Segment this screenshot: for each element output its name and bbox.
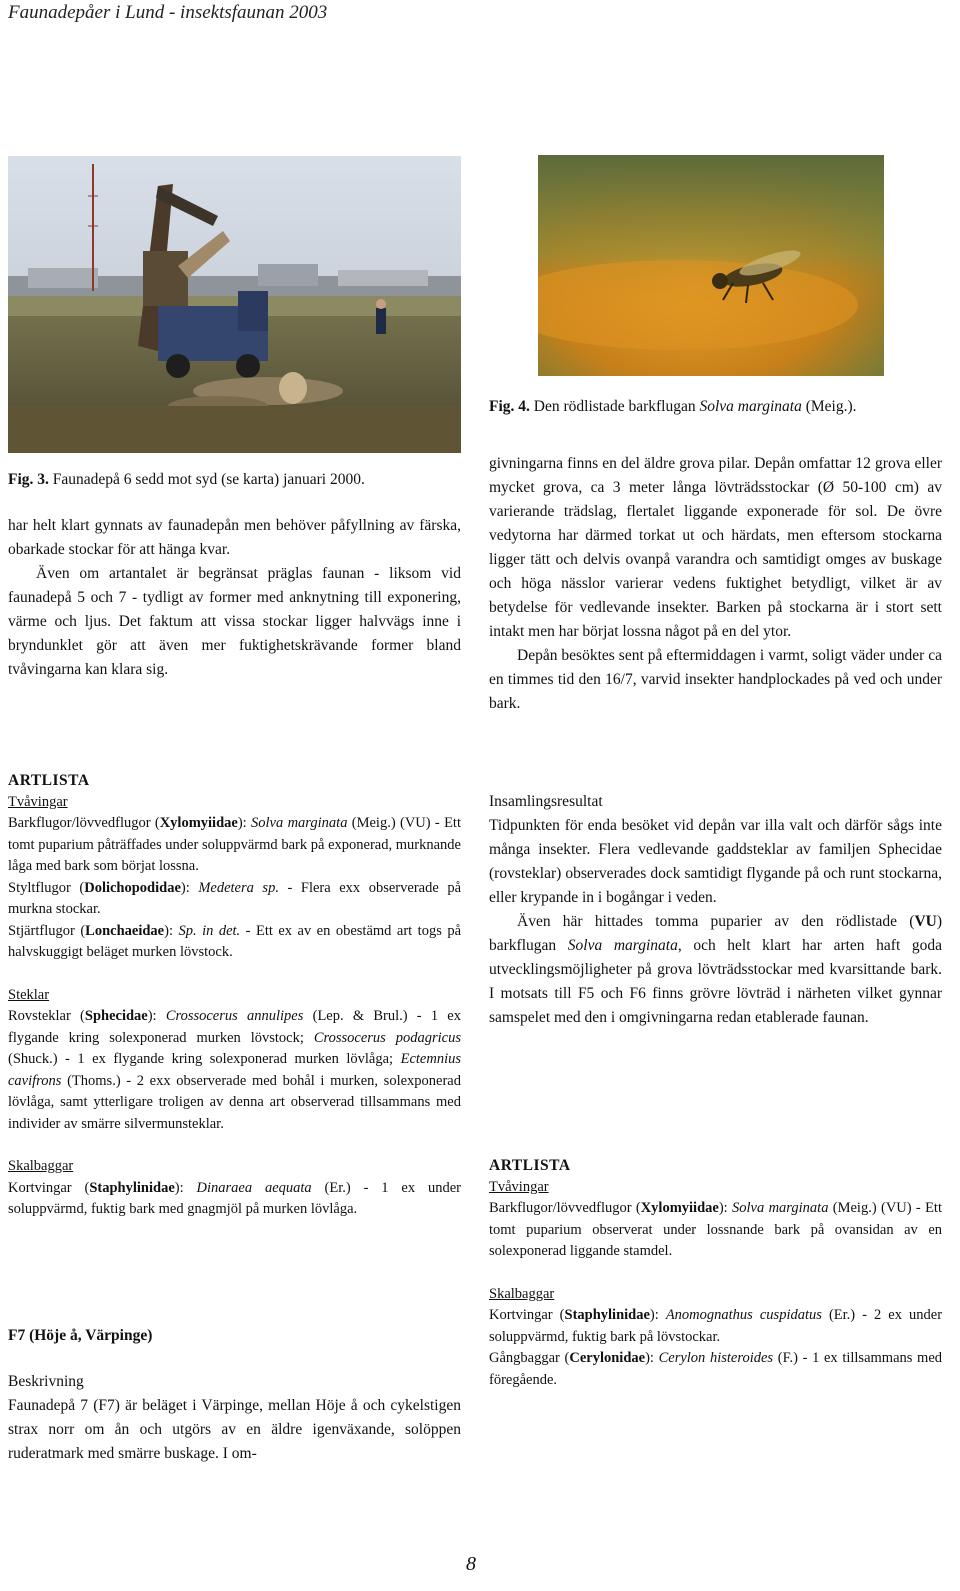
results-section bbox=[489, 790, 942, 1030]
fig3-label: Fig. 3. bbox=[8, 471, 49, 488]
page-number: 8 bbox=[466, 1553, 476, 1575]
results-paragraph-1: Tidpunkten för enda besöket vid depån var illa valt och därför sågs inte många insekter. Flera vedlevande gaddsteklar av familjen Sphecidae (rovsteklar) observerades dock samtidigt flygande på och runt stockarna, eller krypande in i bogångar i veden. bbox=[489, 817, 942, 906]
fig4-label: Fig. 4. bbox=[489, 398, 530, 415]
truck-log-pile-image bbox=[8, 156, 461, 453]
section-heading: Tvåvingar bbox=[8, 793, 68, 810]
running-header: Faunadepåer i Lund - insektsfaunan 2003 bbox=[8, 2, 328, 23]
results-paragraph-2: Även här hittades tomma puparier av den rödlistade (VU) barkflugan Solva marginata, och helt klart har arten haft goda utvecklingsmöjligheter på grova lövträdsstockar med kvarsittande bark. I motsats till F5 och F6 finns grövre lövträd i närheten vilket gynnar samspelet med den i omgivningarna redan etablerade faunan. bbox=[489, 913, 943, 1026]
section-tvavingar bbox=[489, 1177, 942, 1263]
fig3-caption bbox=[8, 471, 365, 489]
section-heading: Skalbaggar bbox=[489, 1285, 555, 1302]
fig4-text: Den rödlistade barkflugan bbox=[533, 398, 696, 415]
results-heading: Insamlingsresultat bbox=[489, 793, 603, 810]
section-heading: Tvåvingar bbox=[489, 1178, 549, 1195]
right-body-text bbox=[489, 452, 942, 716]
artlist-left-title: ARTLISTA bbox=[8, 772, 90, 789]
left-paragraph-2: Även om artantalet är begränsat präglas faunan - liksom vid faunadepå 5 och 7 - tydligt av former med anknytning till exponering, värme och ljus. Det faktum att vissa stockar ligger halvvägs inne i bryndunklet gör att även mer fuktighetskrävande former bland tvåvingarna kan klara sig. bbox=[8, 565, 461, 678]
section-heading: Steklar bbox=[8, 986, 50, 1003]
species-entry: Barkflugor/lövvedflugor (Xylomyiidae): Solva marginata (Meig.) (VU) - Ett tomt puparium observerat under lossnande bark på ovansidan av en solexponerad liggande stamdel. bbox=[489, 1200, 942, 1259]
species-entry: Kortvingar (Staphylinidae): Dinaraea aequata (Er.) - 1 ex under soluppvärmd, fuktig bark med gnagmjöl på murken lövlåga. bbox=[8, 1179, 461, 1217]
artlist-right bbox=[489, 1155, 942, 1391]
f7-section bbox=[8, 1324, 461, 1466]
species-entry: Styltflugor (Dolichopodidae): Medetera sp. - Flera exx observerade på murkna stockar. bbox=[8, 879, 462, 917]
fig3-text: Faunadepå 6 sedd mot syd (se karta) januari 2000. bbox=[52, 471, 365, 488]
species-entry: Gångbaggar (Cerylonidae): Cerylon histeroides (F.) - 1 ex tillsammans med föregående. bbox=[489, 1350, 943, 1388]
section-skalbaggar bbox=[489, 1284, 942, 1392]
left-paragraph-1: har helt klart gynnats av faunadepån men behöver påfyllning av färska, obarkade stockar för att hänga kvar. bbox=[8, 517, 461, 558]
right-paragraph-2: Depån besöktes sent på eftermiddagen i varmt, soligt väder under ca en timmes tid den 16/7, varvid insekter handplockades på ved och under bark. bbox=[489, 647, 942, 712]
photo-solva-marginata bbox=[538, 155, 884, 376]
section-skalbaggar bbox=[8, 1156, 461, 1221]
section-tvavingar bbox=[8, 792, 461, 964]
fly-on-bark-image bbox=[538, 155, 884, 376]
f7-title: F7 (Höje å, Värpinge) bbox=[8, 1327, 153, 1344]
photo-faunadepa-6 bbox=[8, 156, 461, 453]
artlist-right-title: ARTLISTA bbox=[489, 1157, 571, 1174]
fig4-species: Solva marginata bbox=[699, 398, 802, 415]
fig4-author: (Meig.). bbox=[805, 398, 857, 415]
f7-subheading: Beskrivning bbox=[8, 1373, 84, 1390]
fig4-caption bbox=[489, 398, 857, 416]
species-entry: Barkflugor/lövvedflugor (Xylomyiidae): Solva marginata (Meig.) (VU) - Ett tomt puparium påträffades under soluppvärmd bark på exponerad, murknande låga med bark som börjat lossna. bbox=[8, 815, 461, 874]
section-heading: Skalbaggar bbox=[8, 1158, 74, 1174]
species-entry: Stjärtflugor (Lonchaeidae): Sp. in det. - Ett ex av en obestämd art togs på halvskuggigt beläget murken lövstock. bbox=[8, 922, 461, 960]
species-entry: Rovsteklar (Sphecidae): Crossocerus annulipes (Lep. & Brul.) - 1 ex flygande kring solexponerad murken lövstock; Crossocerus podagricus (Shuck.) - 1 ex flygande kring solexponerad murken lövlåga; Ectemnius cavifrons (Thoms.) - 2 exx observerade med bohål i murken, solexponerad lövlåga, samt ytterligare troligen av denna art observerad tillsammans med individer av smärre silvermunsteklar. bbox=[8, 1008, 461, 1132]
artlist-left bbox=[8, 770, 461, 1221]
f7-text: Faunadepå 7 (F7) är beläget i Värpinge, mellan Höje å och cykelstigen strax norr om ån och utgörs av en äldre igenväxande, solöppen ruderatmark med smärre buskage. I om- bbox=[8, 1397, 461, 1462]
left-body-text bbox=[8, 514, 461, 682]
species-entry: Kortvingar (Staphylinidae): Anomognathus cuspidatus (Er.) - 2 ex under soluppvärmd, fuktig bark på lövstockar. bbox=[489, 1307, 943, 1345]
section-steklar bbox=[8, 985, 461, 1136]
right-paragraph-1: givningarna finns en del äldre grova pilar. Depån omfattar 12 grova eller mycket grova, ca 3 meter långa lövträdsstockar (Ø 50-100 cm) av varierande trädslag, flertalet liggande exponerade för sol. De övre vedytorna har därmed torkat ut och härdats, men eftersom stockarna ligger tätt och delvis ovanpå varandra och samtidigt omges av buskage och höga nässlor varierar vedens fuktighet betydligt, vilket är av betydelse för vedlevande insekter. Barken på stockarna är i stort sett intakt men har börjat lossna något på en del ytor. bbox=[489, 455, 942, 640]
